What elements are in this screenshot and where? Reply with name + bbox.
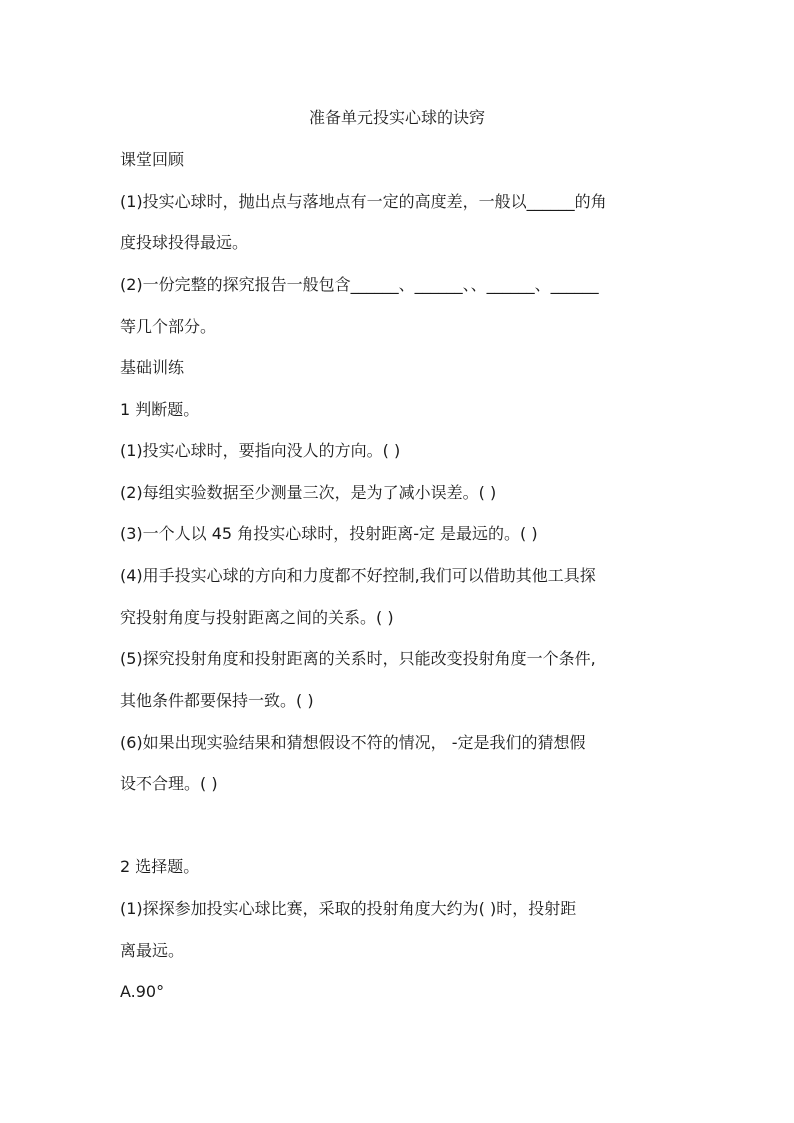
true-false-item-6-line-2: 设不合理。( ) xyxy=(120,774,218,793)
review-question-2-line-2: 等几个部分。 xyxy=(120,317,217,336)
multiple-choice-item-1-line-2: 离最远。 xyxy=(120,941,185,960)
multiple-choice-heading: 2 选择题。 xyxy=(120,857,200,876)
review-question-1-line-1: (1)投实心球时，抛出点与落地点有一定的高度差，一般以______的角 xyxy=(120,192,607,211)
true-false-heading: 1 判断题。 xyxy=(120,400,200,419)
section-heading-basic-training: 基础训练 xyxy=(120,358,185,377)
document-title: 准备单元投实心球的诀窍 xyxy=(308,108,485,127)
section-heading-review: 课堂回顾 xyxy=(120,150,185,169)
true-false-item-5-line-2: 其他条件都要保持一致。( ) xyxy=(120,691,314,710)
multiple-choice-option-a: A.90° xyxy=(120,982,165,1001)
true-false-item-4-line-2: 究投射角度与投射距离之间的关系。( ) xyxy=(120,608,394,627)
multiple-choice-item-1-line-1: (1)探探参加投实心球比赛，采取的投射角度大约为( )时，投射距 xyxy=(120,899,577,918)
true-false-item-6-line-1: (6)如果出现实验结果和猜想假设不符的情况， -定是我们的猜想假 xyxy=(120,733,586,752)
true-false-item-2: (2)每组实验数据至少测量三次，是为了减小误差。( ) xyxy=(120,483,497,502)
review-question-1-line-2: 度投球投得最远。 xyxy=(120,233,249,252)
true-false-item-3: (3)一个人以 45 角投实心球时，投射距离-定 是最远的。( ) xyxy=(120,524,538,543)
true-false-item-1: (1)投实心球时，要指向没人的方向。( ) xyxy=(120,441,401,460)
true-false-item-4-line-1: (4)用手投实心球的方向和力度都不好控制,我们可以借助其他工具探 xyxy=(120,566,596,585)
true-false-item-5-line-1: (5)探究投射角度和投射距离的关系时，只能改变投射角度一个条件, xyxy=(120,649,596,668)
review-question-2-line-1: (2)一份完整的探究报告一般包含______、______、、______、______ xyxy=(120,275,599,294)
